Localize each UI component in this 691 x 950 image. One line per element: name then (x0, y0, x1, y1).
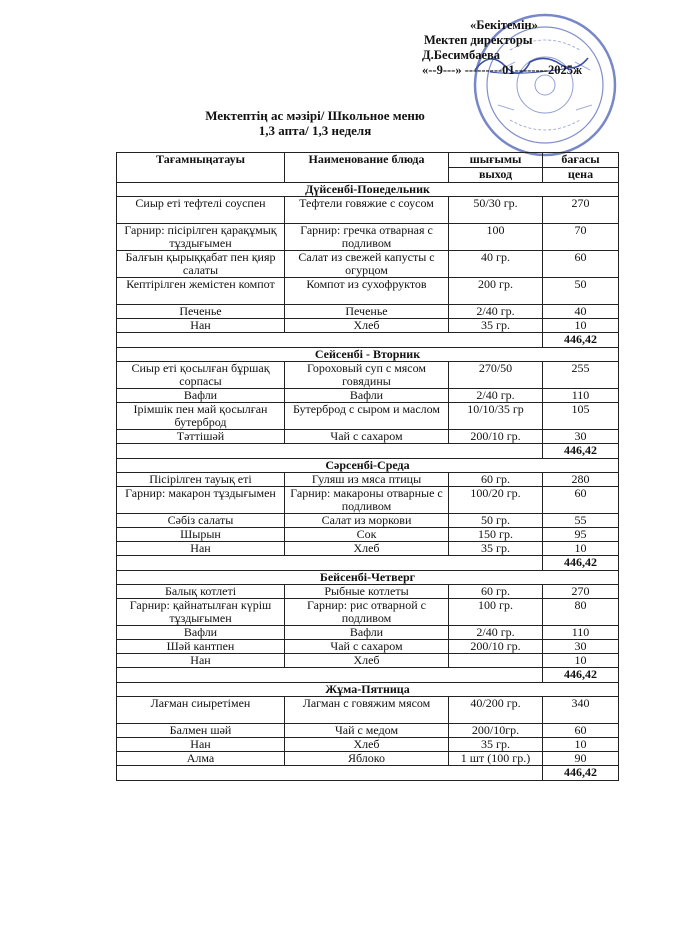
dish-name-ru: Хлеб (285, 319, 449, 333)
dish-name-kz: Сиыр еті тефтелі соуспен (117, 197, 285, 224)
total-row (117, 333, 619, 348)
table-row (117, 599, 619, 626)
dish-output: 270/50 (449, 362, 543, 389)
header-output-kz: шығымы (449, 153, 543, 168)
dish-name-kz: Сәбіз салаты (117, 514, 285, 528)
dish-name-kz: Сиыр еті қосылған бұршақ сорпасы (117, 362, 285, 389)
dish-output: 200 гр. (449, 278, 543, 305)
dish-name-kz: Нан (117, 654, 285, 668)
dish-price: 340 (543, 697, 619, 724)
day-name: Бейсенбі-Четверг (117, 571, 619, 585)
table-row (117, 724, 619, 738)
dish-price: 90 (543, 752, 619, 766)
table-row (117, 362, 619, 389)
dish-output: 60 гр. (449, 585, 543, 599)
day-total: 446,42 (543, 766, 619, 781)
day-header-row (117, 571, 619, 585)
title-line-1: Мектептің ас мәзірі/ Школьное меню (205, 108, 425, 123)
dish-name-ru: Сок (285, 528, 449, 542)
header-kz-name: Тағамныңатауы (117, 153, 285, 183)
dish-price: 60 (543, 724, 619, 738)
day-total: 446,42 (543, 333, 619, 348)
dish-price: 60 (543, 251, 619, 278)
dish-output: 2/40 гр. (449, 305, 543, 319)
day-name: Сәрсенбі-Среда (117, 459, 619, 473)
total-row (117, 668, 619, 683)
dish-name-kz: Вафли (117, 626, 285, 640)
dish-price: 255 (543, 362, 619, 389)
dish-output: 40/200 гр. (449, 697, 543, 724)
table-row (117, 319, 619, 333)
table-row (117, 473, 619, 487)
dish-price: 270 (543, 585, 619, 599)
table-row (117, 278, 619, 305)
approval-position: Мектеп директоры (424, 33, 533, 47)
header-price-kz: бағасы (543, 153, 619, 168)
dish-name-ru: Гарнир: гречка отварная с подливом (285, 224, 449, 251)
table-row (117, 640, 619, 654)
dish-name-kz: Гарнир: қайнатылған күріш тұздығымен (117, 599, 285, 626)
dish-price: 110 (543, 389, 619, 403)
approval-block (420, 18, 670, 78)
dish-name-kz: Нан (117, 738, 285, 752)
dish-name-ru: Гарнир: макароны отварные с подливом (285, 487, 449, 514)
dish-name-ru: Салат из свежей капусты с огурцом (285, 251, 449, 278)
table-row (117, 403, 619, 430)
dish-output: 10/10/35 гр (449, 403, 543, 430)
dish-name-kz: Шырын (117, 528, 285, 542)
dish-name-kz: Балғын қырыққабат пен қияр салаты (117, 251, 285, 278)
day-name: Сейсенбі - Вторник (117, 348, 619, 362)
table-row (117, 305, 619, 319)
dish-output: 2/40 гр. (449, 626, 543, 640)
dish-name-ru: Чай с сахаром (285, 640, 449, 654)
table-row (117, 197, 619, 224)
dish-name-ru: Гарнир: рис отварной с подливом (285, 599, 449, 626)
dish-name-kz: Балық котлеті (117, 585, 285, 599)
dish-price: 270 (543, 197, 619, 224)
dish-price: 80 (543, 599, 619, 626)
dish-output: 100 (449, 224, 543, 251)
dish-price: 60 (543, 487, 619, 514)
dish-name-kz: Нан (117, 542, 285, 556)
day-header-row (117, 683, 619, 697)
dish-price: 110 (543, 626, 619, 640)
table-row (117, 626, 619, 640)
dish-name-kz: Шәй кантпен (117, 640, 285, 654)
dish-name-kz: Тәттішәй (117, 430, 285, 444)
day-total: 446,42 (543, 668, 619, 683)
dish-name-kz: Пісірілген тауық еті (117, 473, 285, 487)
total-row (117, 444, 619, 459)
dish-name-ru: Хлеб (285, 738, 449, 752)
day-name: Дүйсенбі-Понедельник (117, 183, 619, 197)
dish-name-kz: Балмен шәй (117, 724, 285, 738)
dish-price: 30 (543, 640, 619, 654)
approval-name: Д.Бесимбаева (422, 48, 501, 62)
table-row (117, 251, 619, 278)
dish-name-ru: Чай с сахаром (285, 430, 449, 444)
day-total: 446,42 (543, 556, 619, 571)
dish-name-kz: Лағман сиыретімен (117, 697, 285, 724)
dish-price: 30 (543, 430, 619, 444)
dish-output: 35 гр. (449, 319, 543, 333)
menu-table (116, 152, 619, 781)
table-row (117, 430, 619, 444)
dish-output: 50 гр. (449, 514, 543, 528)
dish-name-ru: Гороховый суп с мясом говядины (285, 362, 449, 389)
dish-name-ru: Бутерброд с сыром и маслом (285, 403, 449, 430)
table-row (117, 224, 619, 251)
dish-price: 10 (543, 738, 619, 752)
title-line-2: 1,3 апта/ 1,3 неделя (258, 123, 372, 138)
dish-output: 35 гр. (449, 542, 543, 556)
dish-output: 200/10гр. (449, 724, 543, 738)
header-row (117, 153, 619, 168)
dish-name-ru: Гуляш из мяса птицы (285, 473, 449, 487)
header-price-ru: цена (543, 168, 619, 183)
approval-date: «--9---» ---------01--------2025ж (422, 63, 583, 77)
day-header-row (117, 459, 619, 473)
dish-name-ru: Хлеб (285, 542, 449, 556)
dish-name-ru: Салат из моркови (285, 514, 449, 528)
table-row (117, 697, 619, 724)
total-blank (117, 333, 543, 348)
dish-name-kz: Алма (117, 752, 285, 766)
dish-price: 40 (543, 305, 619, 319)
dish-price: 50 (543, 278, 619, 305)
dish-name-ru: Тефтели говяжие с соусом (285, 197, 449, 224)
menu-body (117, 183, 619, 781)
dish-name-kz: Гарнир: макарон тұздығымен (117, 487, 285, 514)
dish-price: 280 (543, 473, 619, 487)
approval-heading: «Бекітемін» (470, 18, 538, 32)
dish-output: 1 шт (100 гр.) (449, 752, 543, 766)
dish-name-ru: Хлеб (285, 654, 449, 668)
dish-output (449, 654, 543, 668)
day-total: 446,42 (543, 444, 619, 459)
dish-name-ru: Лагман с говяжим мясом (285, 697, 449, 724)
day-header-row (117, 348, 619, 362)
dish-price: 105 (543, 403, 619, 430)
total-blank (117, 766, 543, 781)
dish-name-ru: Яблоко (285, 752, 449, 766)
table-row (117, 738, 619, 752)
dish-output: 100 гр. (449, 599, 543, 626)
day-name: Жұма-Пятница (117, 683, 619, 697)
header-ru-name: Наименование блюда (285, 153, 449, 183)
dish-price: 10 (543, 319, 619, 333)
table-row (117, 514, 619, 528)
total-blank (117, 556, 543, 571)
table-row (117, 389, 619, 403)
dish-name-kz: Печенье (117, 305, 285, 319)
dish-name-kz: Кептірілген жемістен компот (117, 278, 285, 305)
dish-output: 100/20 гр. (449, 487, 543, 514)
dish-price: 10 (543, 654, 619, 668)
dish-output: 50/30 гр. (449, 197, 543, 224)
dish-price: 95 (543, 528, 619, 542)
table-row (117, 654, 619, 668)
dish-name-kz: Гарнир: пісірілген қарақұмық тұздығымен (117, 224, 285, 251)
dish-output: 60 гр. (449, 473, 543, 487)
total-blank (117, 668, 543, 683)
dish-name-ru: Вафли (285, 389, 449, 403)
dish-name-kz: Ірімшік пен май қосылған бутерброд (117, 403, 285, 430)
dish-name-ru: Печенье (285, 305, 449, 319)
total-row (117, 556, 619, 571)
table-row (117, 542, 619, 556)
page-title (150, 108, 480, 138)
total-row (117, 766, 619, 781)
dish-output: 40 гр. (449, 251, 543, 278)
dish-name-ru: Чай с медом (285, 724, 449, 738)
table-row (117, 752, 619, 766)
dish-name-ru: Компот из сухофруктов (285, 278, 449, 305)
dish-output: 2/40 гр. (449, 389, 543, 403)
total-blank (117, 444, 543, 459)
dish-name-kz: Нан (117, 319, 285, 333)
dish-output: 200/10 гр. (449, 640, 543, 654)
dish-price: 55 (543, 514, 619, 528)
dish-price: 70 (543, 224, 619, 251)
day-header-row (117, 183, 619, 197)
dish-output: 150 гр. (449, 528, 543, 542)
dish-price: 10 (543, 542, 619, 556)
dish-output: 35 гр. (449, 738, 543, 752)
dish-name-ru: Рыбные котлеты (285, 585, 449, 599)
dish-output: 200/10 гр. (449, 430, 543, 444)
table-row (117, 528, 619, 542)
dish-name-kz: Вафли (117, 389, 285, 403)
dish-name-ru: Вафли (285, 626, 449, 640)
table-row (117, 487, 619, 514)
table-row (117, 585, 619, 599)
header-output-ru: выход (449, 168, 543, 183)
